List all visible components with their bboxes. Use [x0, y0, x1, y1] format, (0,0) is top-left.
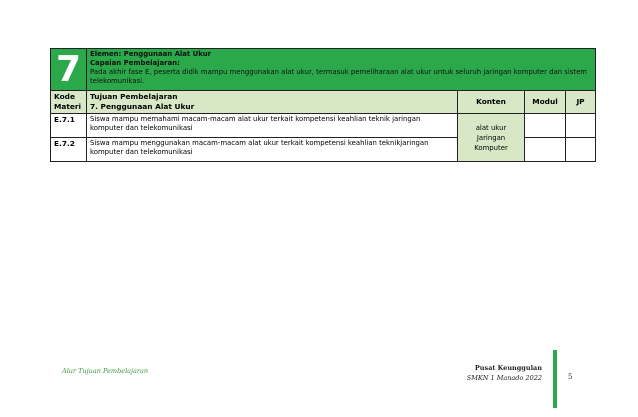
col-kode-materi: Kode Materi: [51, 91, 87, 114]
row-konten: alat ukur Jaringan Komputer: [458, 114, 525, 162]
col-jp: JP: [566, 91, 596, 114]
footer-doc-title: Alur Tujuan Pembelajaran: [62, 367, 149, 375]
column-header-row: [51, 91, 596, 114]
row-jp: [566, 114, 596, 138]
col-modul: Modul: [525, 91, 566, 114]
row-kode: E.7.2: [51, 138, 87, 162]
row-kode: E.7.1: [51, 114, 87, 138]
row-modul: [525, 114, 566, 138]
row-tp: Siswa mampu menggunakan macam-macam alat ukur terkait kompetensi keahlian teknikjaringan komputer dan telekomunikasi: [87, 138, 458, 162]
table-row: [51, 114, 596, 138]
cp-label: Capaian Pembelajaran:: [90, 59, 180, 67]
row-tp: Siswa mampu memahami macam-macam alat ukur terkait kompetensi keahlian teknik jaringan komputer dan telekomunikasi: [87, 114, 458, 138]
col-tujuan-pembelajaran: [87, 91, 458, 114]
page-number: 5: [568, 373, 573, 381]
element-header-row: [51, 49, 596, 91]
col-tp-line1: Tujuan Pembelajaran: [90, 92, 178, 101]
atp-table: [50, 48, 596, 162]
col-tp-line2: 7. Penggunaan Alat Ukur: [90, 102, 195, 111]
cp-text: Pada akhir fase E, peserta didik mampu menggunakan alat ukur, termasuk pemeliharaan alat ukur untuk seluruh jaringan komputer dan sistem telekomunikasi.: [90, 68, 588, 85]
element-description: [87, 49, 596, 91]
footer-institution: [467, 363, 542, 383]
row-jp: [566, 138, 596, 162]
element-number: 7: [51, 49, 87, 91]
footer-school: SMKN 1 Manado 2022: [466, 374, 542, 382]
footer-divider: [553, 350, 557, 408]
footer-program-title: Pusat Keunggulan: [474, 364, 542, 372]
element-title: Elemen: Penggunaan Alat Ukur: [90, 50, 212, 58]
row-modul: [525, 138, 566, 162]
col-konten: Konten: [458, 91, 525, 114]
